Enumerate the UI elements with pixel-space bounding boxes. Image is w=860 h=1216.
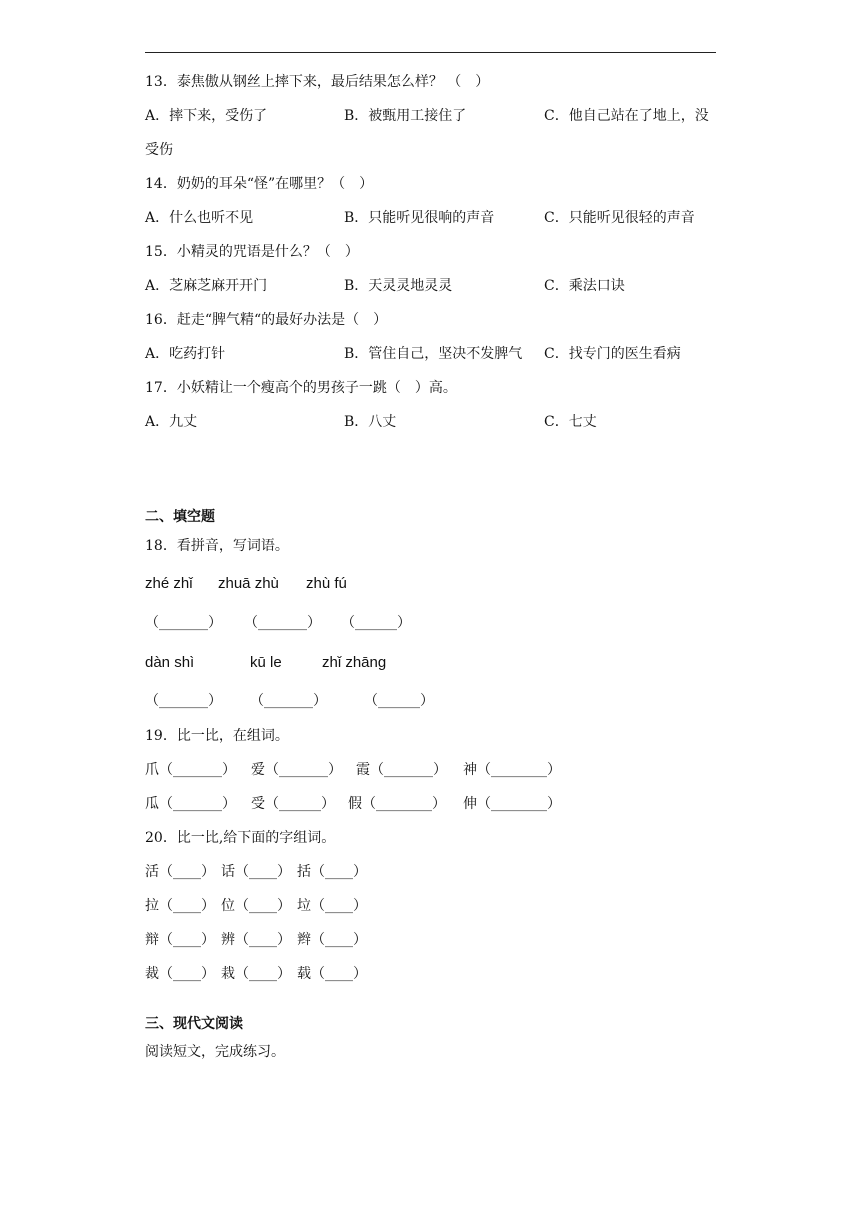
q19-item-zhua[interactable]: 爪（_______） (145, 762, 236, 778)
q19-item-shen[interactable]: 神（________） (463, 762, 561, 778)
question-14-stem: 14．奶奶的耳朵“怪”在哪里？（ ） (145, 176, 374, 192)
header-rule (145, 52, 716, 53)
q13-option-c[interactable]: C．他自己站在了地上，没 (544, 108, 709, 124)
q17-option-c[interactable]: C．七丈 (544, 414, 597, 430)
q20-item[interactable]: 位（____） (221, 898, 291, 914)
blank-18-5[interactable]: （_______） (250, 693, 327, 709)
section-3-title: 三、现代文阅读 (145, 1016, 243, 1032)
q13-option-c-continued: 受伤 (145, 142, 173, 158)
q16-option-c[interactable]: C．找专门的医生看病 (544, 346, 681, 362)
q13-option-a[interactable]: A．摔下来，受伤了 (145, 108, 268, 124)
blank-18-1[interactable]: （_______） (145, 615, 222, 631)
q20-item[interactable]: 活（____） (145, 864, 215, 880)
q20-item[interactable]: 裁（____） (145, 966, 215, 982)
question-20-stem: 20．比一比,给下面的字组词。 (145, 830, 336, 846)
q17-option-a[interactable]: A．九丈 (145, 414, 198, 430)
q14-option-c[interactable]: C．只能听见很轻的声音 (544, 210, 695, 226)
blank-18-2[interactable]: （_______） (244, 615, 321, 631)
q20-item[interactable]: 栽（____） (221, 966, 291, 982)
reading-instruction: 阅读短文，完成练习。 (145, 1044, 285, 1060)
q20-item[interactable]: 辨（____） (221, 932, 291, 948)
q16-option-a[interactable]: A．吃药打针 (145, 346, 226, 362)
q16-option-b[interactable]: B．管住自己，坚决不发脾气 (344, 346, 523, 362)
q20-item[interactable]: 垃（____） (297, 898, 367, 914)
question-16-stem: 16．赶走“脾气精“的最好办法是（ ） (145, 312, 388, 328)
question-17-stem: 17．小妖精让一个瘦高个的男孩子一跳（ ）高。 (145, 380, 457, 396)
pinyin-zhua-zhu: zhuā zhù (218, 575, 279, 592)
q14-option-b[interactable]: B．只能听见很响的声音 (344, 210, 495, 226)
question-18-stem: 18．看拼音，写词语。 (145, 538, 289, 554)
q19-item-shou[interactable]: 受（______） (251, 796, 335, 812)
q20-item[interactable]: 载（____） (297, 966, 367, 982)
pinyin-ku-le: kū le (250, 654, 282, 671)
q17-option-b[interactable]: B．八丈 (344, 414, 397, 430)
question-15-stem: 15．小精灵的咒语是什么？（ ） (145, 244, 359, 260)
blank-18-4[interactable]: （_______） (145, 693, 222, 709)
blank-18-3[interactable]: （______） (341, 615, 411, 631)
q14-option-a[interactable]: A．什么也听不见 (145, 210, 254, 226)
pinyin-zhe-zhi: zhé zhǐ (145, 575, 193, 592)
q20-item[interactable]: 话（____） (221, 864, 291, 880)
question-13-stem: 13．泰焦傲从钢丝上摔下来，最后结果怎么样？ （ ） (145, 74, 490, 90)
blank-18-6[interactable]: （______） (364, 693, 434, 709)
q20-item[interactable]: 辫（____） (297, 932, 367, 948)
q15-option-a[interactable]: A．芝麻芝麻开开门 (145, 278, 268, 294)
q19-item-jia[interactable]: 假（________） (348, 796, 446, 812)
section-2-title: 二、填空题 (145, 509, 215, 525)
q19-item-xia[interactable]: 霞（_______） (356, 762, 447, 778)
q19-item-gua[interactable]: 瓜（_______） (145, 796, 236, 812)
q20-item[interactable]: 括（____） (297, 864, 367, 880)
q19-item-shen2[interactable]: 伸（________） (463, 796, 561, 812)
q19-item-ai[interactable]: 爱（_______） (251, 762, 342, 778)
q13-option-b[interactable]: B．被甄用工接住了 (344, 108, 467, 124)
q15-option-b[interactable]: B．天灵灵地灵灵 (344, 278, 453, 294)
q15-option-c[interactable]: C．乘法口诀 (544, 278, 625, 294)
pinyin-dan-shi: dàn shì (145, 654, 195, 671)
q20-item[interactable]: 拉（____） (145, 898, 215, 914)
pinyin-zhu-fu: zhù fú (306, 575, 347, 592)
question-19-stem: 19．比一比，在组词。 (145, 728, 289, 744)
pinyin-zhi-zhang: zhǐ zhāng (322, 654, 387, 671)
q20-item[interactable]: 辩（____） (145, 932, 215, 948)
